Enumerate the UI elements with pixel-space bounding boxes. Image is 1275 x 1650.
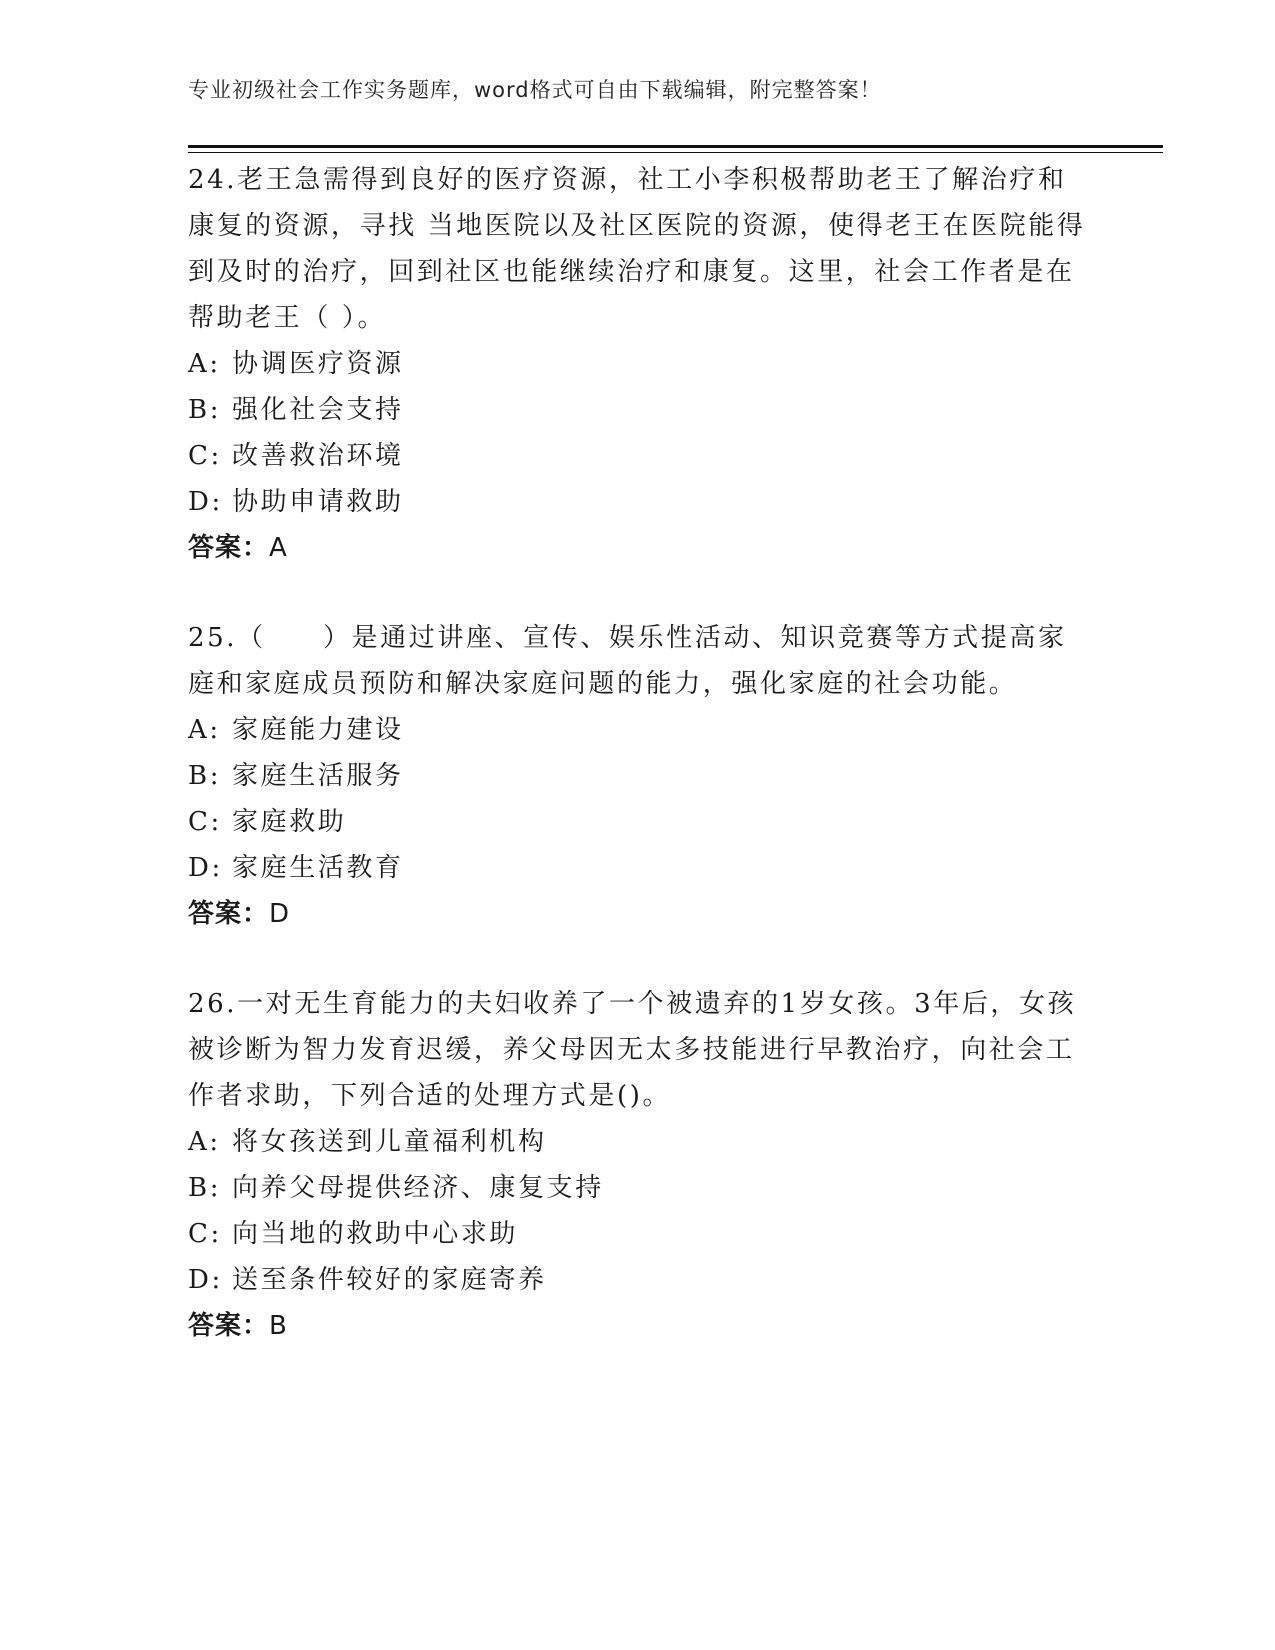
option-c (188, 1211, 1088, 1257)
option-a (188, 707, 1088, 753)
question-stem: 26.一对无生育能力的夫妇收养了一个被遗弃的1岁女孩。3年后，女孩被诊断为智力发育迟缓，养父母因无太多技能进行早教治疗，向社会工作者求助，下列合适的处理方式是()。 (188, 989, 1077, 1111)
answer-label: 答案： (188, 533, 270, 563)
question-stem: 24.老王急需得到良好的医疗资源，社工小李积极帮助老王了解治疗和康复的资源，寻找 当地医院以及社区医院的资源，使得老王在医院能得到及时的治疗，回到社区也能继续治疗和康复。这里，社会工作者是在帮助老王（ ）。 (188, 165, 1086, 333)
option-letter: A: (188, 1127, 221, 1157)
option-letter: B: (188, 761, 222, 791)
option-letter: A: (188, 349, 221, 379)
option-b (188, 1165, 1088, 1211)
option-text: 家庭救助 (232, 807, 347, 837)
option-text: 将女孩送到儿童福利机构 (232, 1127, 547, 1157)
option-text: 协调医疗资源 (232, 349, 404, 379)
option-c (188, 433, 1088, 479)
answer-label: 答案： (188, 1311, 270, 1341)
option-c (188, 799, 1088, 845)
question-25 (188, 615, 1088, 937)
answer-line (188, 891, 1088, 937)
header-rule-thin (188, 152, 1163, 153)
option-b (188, 387, 1088, 433)
option-text: 家庭生活教育 (232, 853, 404, 883)
question-stem: 25.（ ）是通过讲座、宣传、娱乐性活动、知识竞赛等方式提高家庭和家庭成员预防和解决家庭问题的能力，强化家庭的社会功能。 (188, 623, 1067, 699)
question-list (188, 157, 1088, 1393)
option-d (188, 845, 1088, 891)
option-text: 家庭能力建设 (232, 715, 404, 745)
header-rule-thick (188, 145, 1163, 148)
option-a (188, 341, 1088, 387)
answer-value: D (269, 899, 291, 929)
option-letter: C: (188, 1219, 222, 1249)
answer-label: 答案： (188, 899, 270, 929)
answer-line (188, 1303, 1088, 1349)
option-text: 向当地的救助中心求助 (232, 1219, 519, 1249)
option-text: 向养父母提供经济、康复支持 (232, 1173, 604, 1203)
page-header: 专业初级社会工作实务题库，word格式可自由下载编辑，附完整答案！ (188, 78, 882, 102)
option-letter: D: (188, 853, 223, 883)
option-letter: A: (188, 715, 221, 745)
option-text: 协助申请救助 (232, 487, 404, 517)
answer-value: B (269, 1311, 288, 1341)
option-letter: D: (188, 487, 223, 517)
option-text: 送至条件较好的家庭寄养 (232, 1265, 547, 1295)
option-d (188, 1257, 1088, 1303)
option-letter: D: (188, 1265, 223, 1295)
option-b (188, 753, 1088, 799)
answer-value: A (269, 533, 288, 563)
answer-line (188, 525, 1088, 571)
option-d (188, 479, 1088, 525)
option-letter: B: (188, 1173, 222, 1203)
option-text: 改善救治环境 (232, 441, 404, 471)
question-24 (188, 157, 1088, 571)
option-letter: C: (188, 807, 222, 837)
option-letter: C: (188, 441, 222, 471)
option-text: 家庭生活服务 (232, 761, 404, 791)
question-26 (188, 981, 1088, 1349)
option-a (188, 1119, 1088, 1165)
option-letter: B: (188, 395, 222, 425)
option-text: 强化社会支持 (232, 395, 404, 425)
